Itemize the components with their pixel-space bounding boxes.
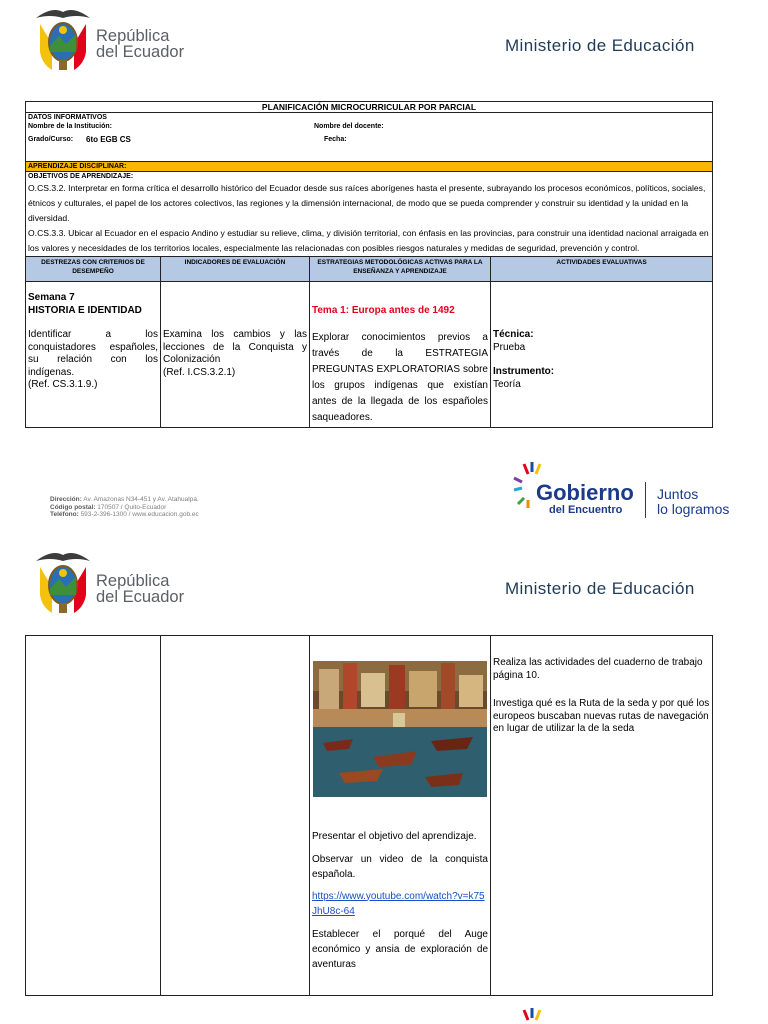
column-header-estrategias: ESTRATEGIAS METODOLÓGICAS ACTIVAS PARA LA ENSEÑANZA Y APRENDIZAJE <box>310 257 491 282</box>
column-header-indicadores: INDICADORES DE EVALUACIÓN <box>161 257 310 282</box>
page-header <box>0 0 768 80</box>
actividad-2-text: Investiga qué es la Ruta de la seda y por qué los europeos buscaban nuevas rutas de navegación en lugar de utilizar la de la seda <box>493 698 710 734</box>
republica-ecuador-wordmark <box>96 573 184 605</box>
gobierno-encuentro-logo <box>512 460 752 520</box>
ministerio-title: Ministerio de Educación <box>505 36 695 55</box>
medieval-venice-painting-image <box>313 661 487 797</box>
objetivos-label: OBJETIVOS DE APRENDIZAJE: <box>28 173 134 180</box>
institucion-label: Nombre de la Institución: <box>28 123 113 130</box>
destrezas-cell <box>26 282 161 428</box>
juntos-slogan <box>657 487 729 517</box>
indicador-text: Examina los cambios y las lecciones de la Conquista y Colonización <box>163 329 307 365</box>
video-link[interactable]: https://www.youtube.com/watch?v=k75JhU8c-64 <box>312 890 485 917</box>
ecuador-coat-of-arms-logo <box>32 4 94 74</box>
codigo-label: Código postal: <box>50 503 96 511</box>
objetivo-1: O.CS.3.2. Interpretar en forma crítica el desarrollo histórico del Ecuador desde sus raíces aborígenes hasta el presente, subrayando los procesos económicos, políticos, sociales, étnicos y culturales, el papel de los actores colectivos, las regiones y la dimensión internacional, de modo que se pueda comprender y construir su identidad y la unidad en la diversidad. <box>28 183 706 223</box>
grado-value: 6to EGB CS <box>86 135 131 144</box>
estrategias-cell-continued <box>310 636 491 996</box>
planificacion-table-continued <box>25 635 713 996</box>
gobierno-text: Gobierno <box>536 480 634 505</box>
estrategias-cell <box>310 282 491 428</box>
del-encuentro-text: del Encuentro <box>549 504 623 516</box>
indicador-ref: (Ref. I.CS.3.2.1) <box>163 366 236 378</box>
planificacion-table <box>25 101 713 428</box>
actividades-cell-continued <box>491 636 713 996</box>
codigo-value: 170507 / Quito-Ecuador <box>95 503 167 511</box>
destreza-ref: (Ref. CS.3.1.9.) <box>28 379 98 390</box>
actividad-1-text: Realiza las actividades del cuaderno de trabajo página 10. <box>493 657 703 681</box>
aprendizaje-disciplinar: APRENDIZAJE DISCIPLINAR: <box>26 162 713 172</box>
republica-line1: República <box>96 27 170 45</box>
instrumento-label: Instrumento: <box>493 366 555 377</box>
logramos-text: lo logramos <box>657 501 730 517</box>
republica-ecuador-wordmark <box>96 28 184 60</box>
plan-title: PLANIFICACIÓN MICROCURRICULAR POR PARCIAL <box>26 102 713 113</box>
republica-line2: del Ecuador <box>96 588 185 606</box>
republica-line1: República <box>96 572 170 590</box>
establecer-text: Establecer el porqué del Auge económico y ansia de exploración de aventuras <box>312 928 488 970</box>
republica-line2: del Ecuador <box>96 43 185 61</box>
column-header-destrezas: DESTREZAS CON CRITERIOS DE DESEMPEÑO <box>26 257 161 282</box>
tecnica-label: Técnica: <box>493 329 534 340</box>
datos-label: DATOS INFORMATIVOS <box>28 114 107 121</box>
tecnica-value: Prueba <box>493 341 526 353</box>
datos-informativos <box>26 113 713 162</box>
footer-address <box>50 496 199 519</box>
ecuador-coat-of-arms-logo <box>32 547 94 617</box>
juntos-text: Juntos <box>657 486 699 502</box>
semana-label: Semana 7 <box>28 292 75 303</box>
tema-title: Tema 1: Europa antes de 1492 <box>312 305 455 316</box>
datos-row-1 <box>28 122 710 135</box>
objetivo-2: O.CS.3.3. Ubicar al Ecuador en el espacio Andino y estudiar su relieve, clima, y división territorial, con énfasis en las provincias, para construir una identidad nacional arraigada en los valores y necesidades de los territorios locales, especialmente las relacionadas con posibles riesgos naturales y medidas de seguridad, prevención y control. <box>28 228 709 253</box>
objetivos-cell <box>26 172 713 257</box>
destrezas-cell-continued <box>26 636 161 996</box>
datos-row-2 <box>28 135 710 148</box>
telefono-value: 593-2-396-1300 / www.educacion.gob.ec <box>78 511 199 518</box>
indicadores-cell <box>161 282 310 428</box>
docente-label: Nombre del docente: <box>314 123 384 130</box>
instrumento-value: Teoría <box>493 378 521 390</box>
direccion-label: Dirección: <box>50 496 82 503</box>
estrategia-text: Explorar conocimientos previos a través de la ESTRATEGIA PREGUNTAS EXPLORATORIAS sobre los grupos indígenas que existían antes de la llegada de los españoles saqueadores. <box>312 331 488 423</box>
indicadores-cell-continued <box>161 636 310 996</box>
destreza-text: Identificar a los conquistadores españoles, su relación con los indígenas. <box>28 329 158 378</box>
telefono-label: Teléfono: <box>50 511 79 518</box>
page-header-2 <box>0 543 768 623</box>
actividades-cell <box>491 282 713 428</box>
gobierno-rays-icon-partial <box>512 1002 552 1024</box>
ministerio-title: Ministerio de Educación <box>505 579 695 598</box>
column-header-actividades: ACTIVIDADES EVALUATIVAS <box>491 257 713 282</box>
observar-text: Observar un video de la conquista española. <box>312 853 488 880</box>
direccion-value: Av. Amazonas N34-451 y Av. Atahualpa. <box>81 496 199 503</box>
presentar-text: Presentar el objetivo del aprendizaje. <box>312 831 477 842</box>
grado-label: Grado/Curso: <box>28 136 74 143</box>
unidad-title: HISTORIA E IDENTIDAD <box>28 304 142 316</box>
fecha-label: Fecha: <box>324 136 347 143</box>
